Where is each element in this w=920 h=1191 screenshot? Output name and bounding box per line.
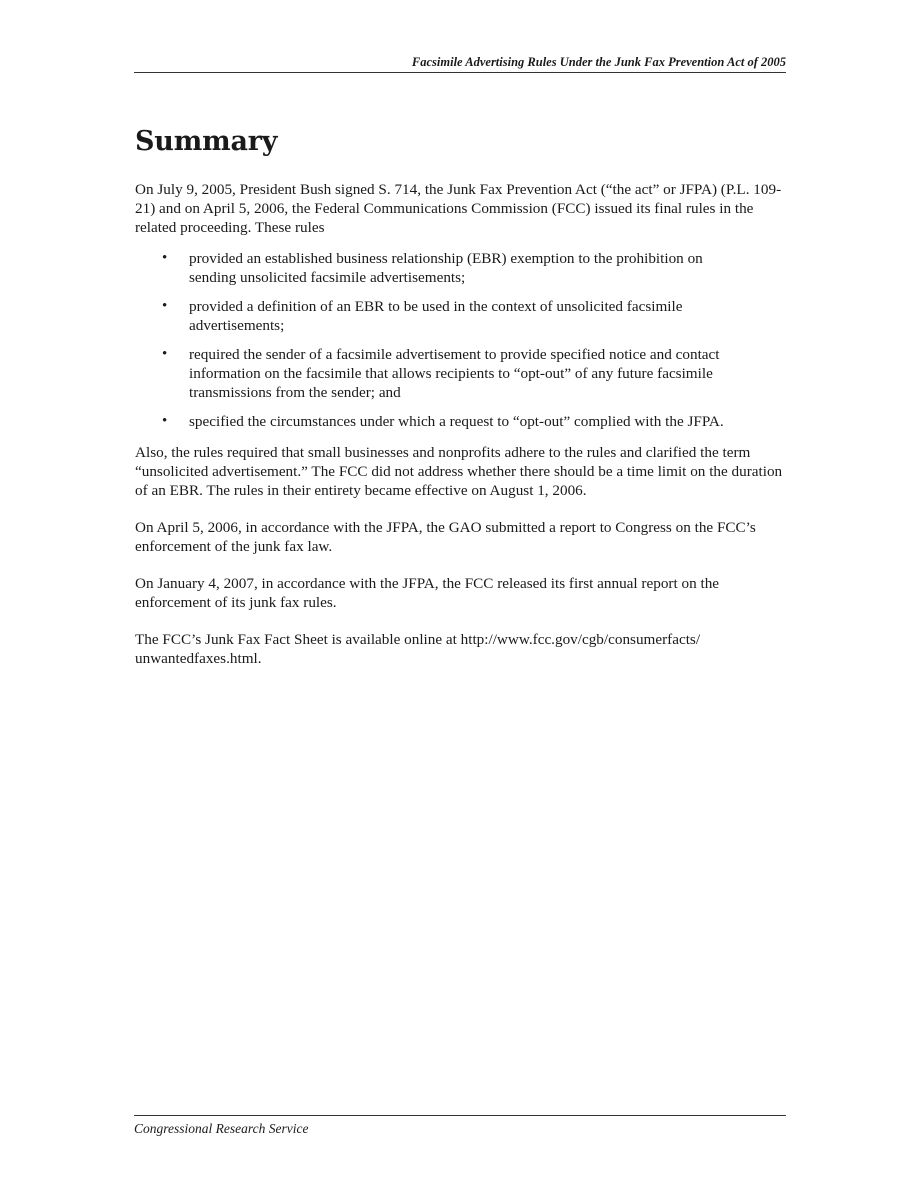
list-item	[135, 249, 787, 287]
bullet-icon: •	[162, 298, 168, 314]
bullet-icon: •	[162, 346, 168, 362]
running-footer: Congressional Research Service	[134, 1121, 309, 1136]
list-item	[135, 412, 787, 431]
list-item-text: provided an established business relationship (EBR) exemption to the prohibition on sending unsolicited facsimile advertisements;	[189, 250, 703, 286]
header-rule	[134, 72, 786, 73]
body-paragraph-gao: On April 5, 2006, in accordance with the JFPA, the GAO submitted a report to Congress on the FCC’s enforcement of the junk fax law.	[135, 519, 756, 555]
list-item	[135, 297, 787, 335]
footer-rule	[134, 1115, 786, 1116]
main-content	[135, 120, 787, 686]
bullet-icon: •	[162, 413, 168, 429]
body-paragraph-fcc-report: On January 4, 2007, in accordance with the JFPA, the FCC released its first annual report on the enforcement of its junk fax rules.	[135, 575, 720, 611]
section-heading: Summary	[135, 126, 278, 157]
list-item-text: provided a definition of an EBR to be used in the context of unsolicited facsimile advertisements;	[189, 298, 683, 334]
intro-paragraph: On July 9, 2005, President Bush signed S. 714, the Junk Fax Prevention Act (“the act” or JFPA) (P.L. 109-21) and on April 5, 2006, the Federal Communications Commission (FCC) issued its final rules in the related proceeding. These rules	[135, 181, 782, 236]
body-paragraph-rules: Also, the rules required that small businesses and nonprofits adhere to the rules and clarified the term “unsolicited advertisement.” The FCC did not address whether there should be a time limit on the duration of an EBR. The rules in their entirety became effective on August 1, 2006.	[135, 444, 783, 499]
list-item	[135, 345, 787, 402]
list-item-text: required the sender of a facsimile advertisement to provide specified notice and contact information on the facsimile that allows recipients to “opt-out” of any future facsimile transmissions from the sender; and	[189, 346, 720, 401]
bullet-icon: •	[162, 250, 168, 266]
list-item-text: specified the circumstances under which a request to “opt-out” complied with the JFPA.	[189, 413, 724, 430]
body-paragraph-fact-sheet: The FCC’s Junk Fax Fact Sheet is available online at http://www.fcc.gov/cgb/consumerfacts/ unwantedfaxes.html.	[135, 631, 701, 667]
rules-list	[135, 249, 787, 431]
running-header: Facsimile Advertising Rules Under the Junk Fax Prevention Act of 2005	[411, 55, 786, 69]
